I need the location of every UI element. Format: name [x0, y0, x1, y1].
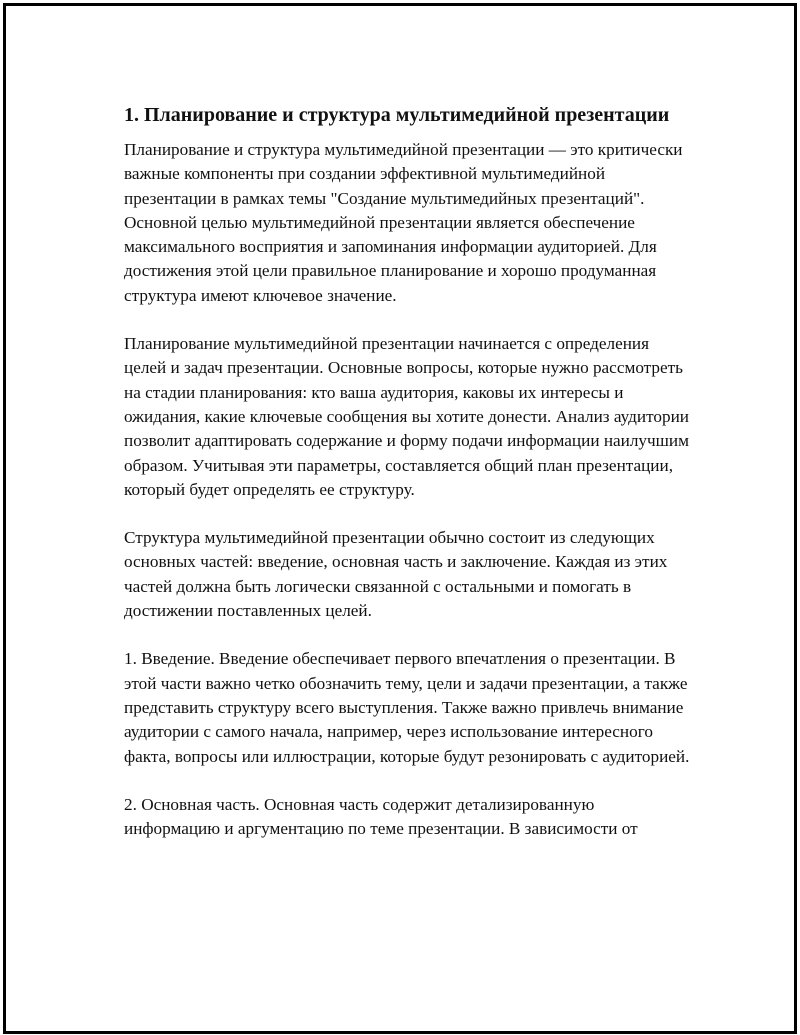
paragraph-planning: Планирование мультимедийной презентации начинается с определения целей и задач презентации. Основные вопросы, которые нужно рассмотреть на стадии планирования: кто ваша аудитория, каковы их интересы и ожидания, какие ключевые сообщения вы хотите донести. Анализ аудитории позволит адаптировать содержание и форму подачи информации наилучшим образом. Учитывая эти параметры, составляется общий план презентации, который будет определять ее структуру.: [124, 334, 689, 499]
section-heading: 1. Планирование и структура мультимедийной презентации: [124, 104, 670, 126]
paragraph-intro: Планирование и структура мультимедийной презентации — это критически важные компоненты при создании эффективной мультимедийной презентации в рамках темы "Создание мультимедийных презентаций". Основной целью мультимедийной презентации является обеспечение максимального восприятия и запоминания информации аудиторией. Для достижения этой цели правильное планирование и хорошо продуманная структура имеют ключевое значение.: [124, 140, 683, 305]
document-body: [124, 101, 694, 865]
paragraph-structure: Структура мультимедийной презентации обычно состоит из следующих основных частей: введение, основная часть и заключение. Каждая из этих частей должна быть логически связанной с остальными и помогать в достижении поставленных целей.: [124, 528, 668, 621]
paragraph-introduction-part: 1. Введение. Введение обеспечивает первого впечатления о презентации. В этой части важно четко обозначить тему, цели и задачи презентации, а также представить структуру всего выступления. Также важно привлечь внимание аудитории с самого начала, например, через использование интересного факта, вопросы или иллюстрации, которые будут резонировать с аудиторией.: [124, 649, 690, 766]
paragraph-main-part: 2. Основная часть. Основная часть содержит детализированную информацию и аргументацию по теме презентации. В зависимости от: [124, 794, 638, 839]
page-frame: [3, 3, 797, 1034]
